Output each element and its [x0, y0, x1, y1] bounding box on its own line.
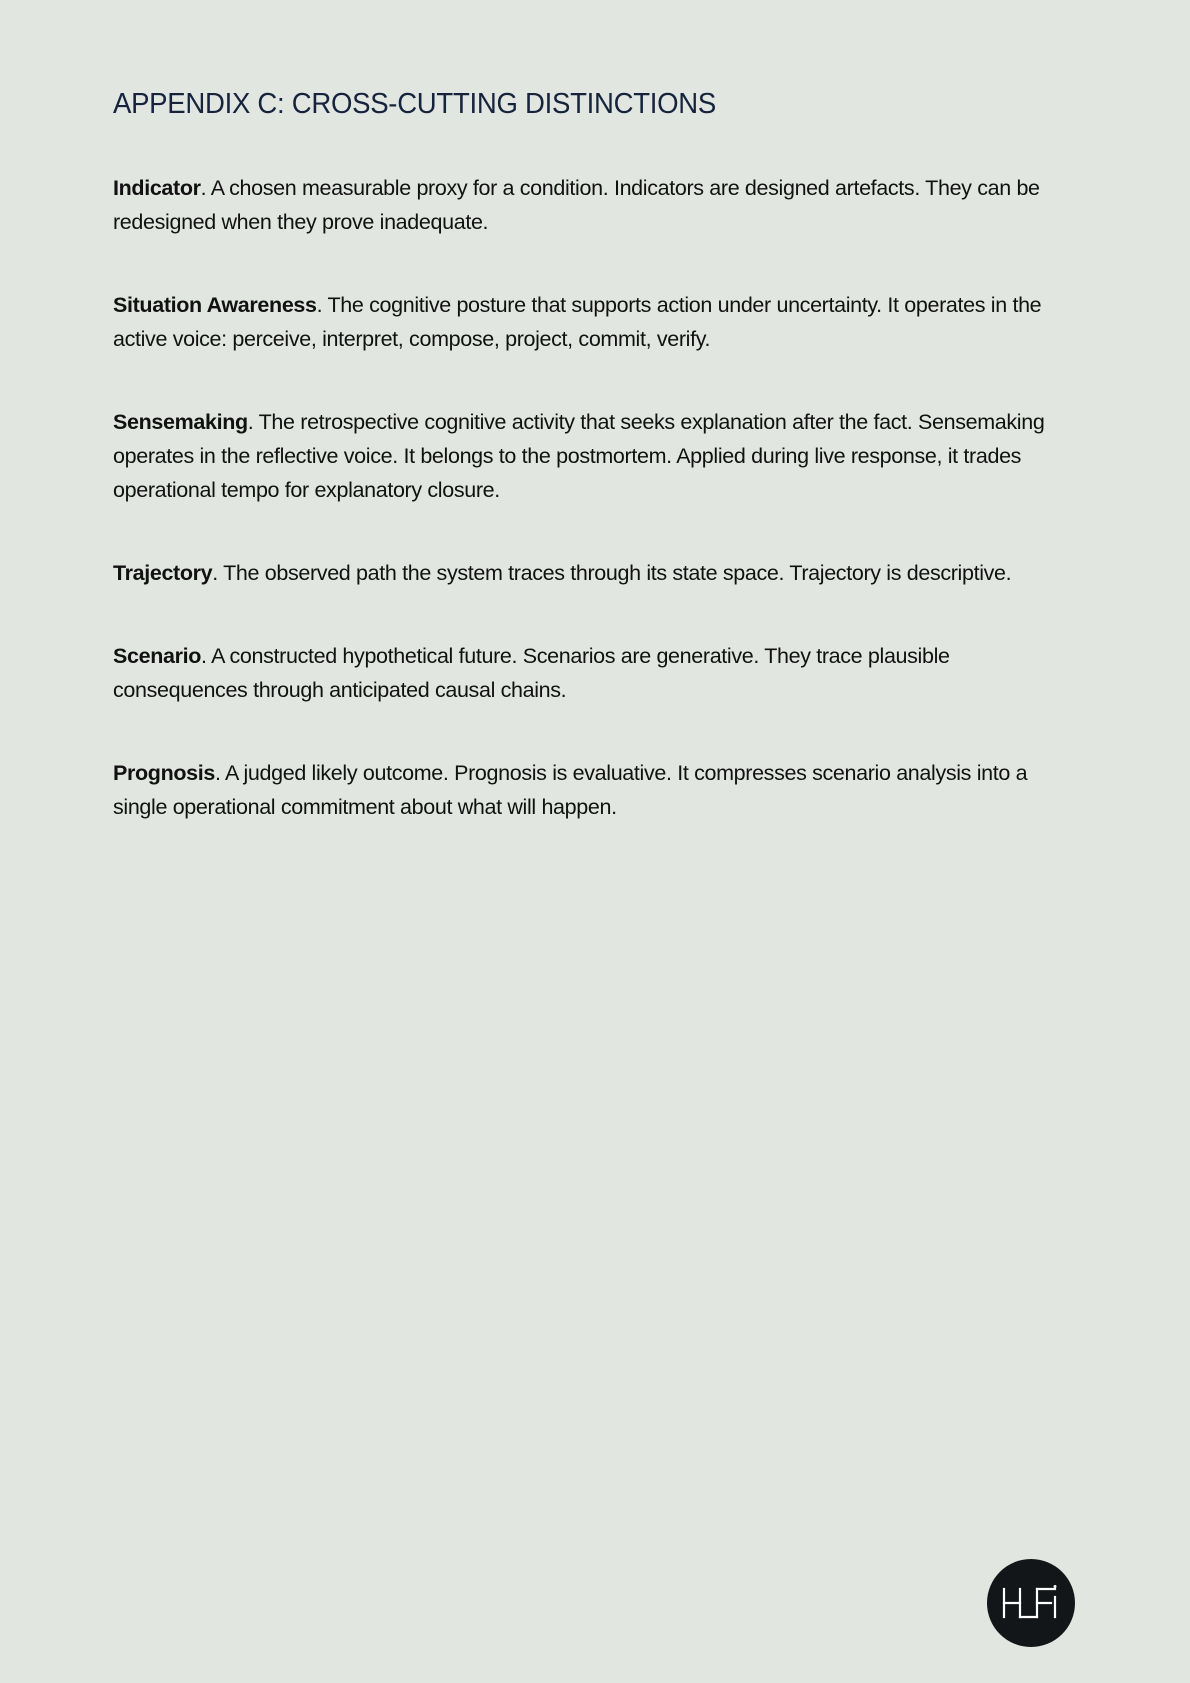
- term-label: Trajectory: [113, 561, 213, 585]
- term-label: Prognosis: [113, 761, 215, 785]
- definition-indicator: [113, 171, 1077, 239]
- definition-text: . A chosen measurable proxy for a condition. Indicators are designed artefacts. They can be redesigned when they prove inadequate.: [113, 176, 1040, 234]
- definition-sensemaking: [113, 405, 1077, 507]
- definition-prognosis: [113, 756, 1077, 824]
- term-label: Situation Awareness: [113, 293, 317, 317]
- term-label: Indicator: [113, 176, 201, 200]
- definition-text: . A constructed hypothetical future. Scenarios are generative. They trace plausible consequences through anticipated causal chains.: [113, 644, 950, 702]
- document-page: [113, 84, 1077, 873]
- definition-situation-awareness: [113, 288, 1077, 356]
- definition-trajectory: [113, 556, 1077, 590]
- definition-text: . A judged likely outcome. Prognosis is evaluative. It compresses scenario analysis into a single operational commitment about what will happen.: [113, 761, 1028, 819]
- term-label: Sensemaking: [113, 410, 248, 434]
- term-label: Scenario: [113, 644, 202, 668]
- definition-text: . The observed path the system traces through its state space. Trajectory is descriptive.: [212, 561, 1012, 585]
- page-title: APPENDIX C: CROSS-CUTTING DISTINCTIONS: [113, 88, 716, 120]
- logo-glyph: [1001, 1583, 1061, 1623]
- definition-text: . The retrospective cognitive activity that seeks explanation after the fact. Sensemaking operates in the reflective voice. It belongs to the postmortem. Applied during live response, it trades operational tempo for explanatory closure.: [113, 410, 1045, 502]
- hlfi-logo-icon: [987, 1559, 1075, 1647]
- definition-scenario: [113, 639, 1077, 707]
- definition-text: . The cognitive posture that supports action under uncertainty. It operates in the active voice: perceive, interpret, compose, project, commit, verify.: [113, 293, 1042, 351]
